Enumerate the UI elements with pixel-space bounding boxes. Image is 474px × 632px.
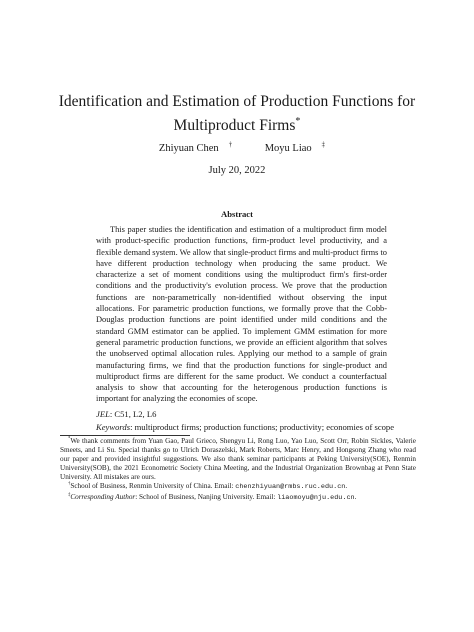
footnote-end: . xyxy=(345,482,348,491)
author-2-name: Moyu Liao xyxy=(264,143,312,154)
paper-date: July 20, 2022 xyxy=(208,165,266,176)
author-list xyxy=(40,143,434,154)
author-1 xyxy=(149,143,232,154)
footnote-mark: * xyxy=(68,436,71,442)
footnote-text: : School of Business, Nanjing University. Email: xyxy=(135,492,278,501)
author-2 xyxy=(255,143,325,154)
jel-label: JEL xyxy=(96,409,110,419)
footnote-author-1 xyxy=(60,482,416,492)
jel-codes xyxy=(96,409,396,419)
footnote-divider xyxy=(60,435,190,436)
keywords xyxy=(96,422,396,432)
title-footnote-mark: * xyxy=(295,115,301,127)
footnote-end: . xyxy=(354,492,357,501)
abstract-text: This paper studies the identification and estimation of a multiproduct firm model with product-specific production functions, firm-product level productivity, and a flexible demand system. We allow that single-product firms and multi-product firms to have different production technology when producing the same product. We characterize a set of moment conditions using the multiproduct firm's first-order conditions and the productivity's evolution process. We prove that the production functions are non-parametrically non-identified without observing the input allocations. For parametric production functions, we formally prove that the Cobb-Douglas production functions are point identified under mild conditions and the standard GMM estimator can be applied. To implement GMM estimation for more general parametric production functions, we provide an efficient algorithm that solves the unobserved optimal allocation rules. Applying our method to a sample of grain manufacturing firms, we find that the production functions for single-product and multiproduct firms are different for the same product. We conduct a counterfactual analysis to show that accounting for the heterogenous production functions is important for analyzing the economies of scope. xyxy=(96,225,387,404)
footnote-author-2 xyxy=(60,493,416,503)
email-link[interactable]: liaomoyu@nju.edu.cn xyxy=(277,493,355,502)
keywords-text: : multiproduct firms; production functions; productivity; economies of scope xyxy=(130,422,395,432)
title-line-2 xyxy=(40,114,434,138)
corresponding-author-label: Corresponding Author xyxy=(70,492,136,501)
paper-title xyxy=(40,90,434,138)
title-line-2-text: Multiproduct Firms xyxy=(173,117,296,134)
footnote-acknowledgements xyxy=(60,437,416,482)
abstract-heading: Abstract xyxy=(221,209,253,219)
jel-codes-text: : C51, L2, L6 xyxy=(109,409,157,419)
footnote-mark: ‡ xyxy=(68,492,71,498)
title-line-1: Identification and Estimation of Production Functions for xyxy=(58,93,416,110)
footnotes xyxy=(60,437,416,503)
email-link[interactable]: chenzhiyuan@rmbs.ruc.edu.cn xyxy=(235,483,346,492)
footnote-text: School of Business, Renmin University of China. Email: xyxy=(70,482,236,491)
author-1-mark: † xyxy=(228,141,233,149)
author-2-mark: ‡ xyxy=(321,141,326,149)
author-1-name: Zhiyuan Chen xyxy=(158,143,219,154)
footnote-text: We thank comments from Yuan Gao, Paul Grieco, Shengyu Li, Rong Luo, Yao Luo, Scott Orr, Robin Sickles, Valerie Smeets, and Li Su. Special thanks go to Ulrich Doraszelski, Mark Roberts, Marc Henry, and Hongsong Zhang who read our paper and provided insightful suggestions. We also thank seminar participants at Peking University(SOE), Renmin University(SOB), the 2021 Econometric Society China Meeting, and the Industrial Organization Brownbag at Penn State University. All mistakes are ours. xyxy=(60,437,416,482)
footnote-mark: † xyxy=(68,482,71,488)
keywords-label: Keywords xyxy=(96,422,131,432)
